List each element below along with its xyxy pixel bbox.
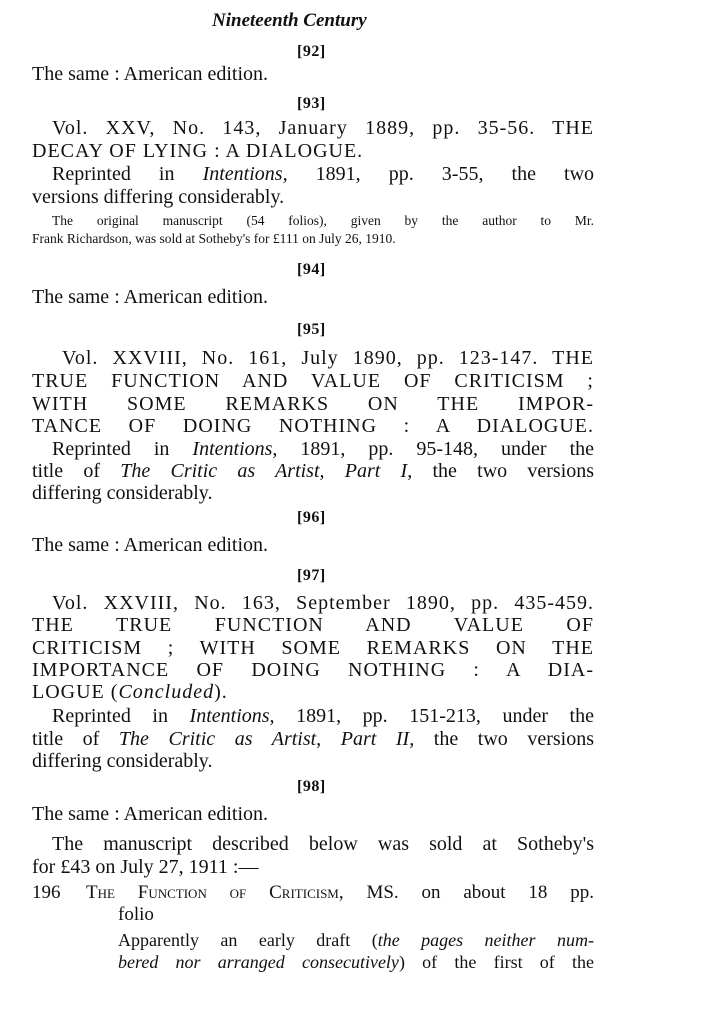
running-head: Nineteenth Century [212, 10, 367, 31]
reprint-rest: 1891, pp. 3-55, the two [315, 163, 595, 185]
reprint-prefix: Reprinted in [52, 438, 170, 460]
entry-text: The same : American edition. [32, 803, 269, 825]
manuscript-note-line: for £43 on July 27, 1911 :— [32, 856, 259, 878]
reprint-rest: the two versions [433, 728, 595, 750]
reprint-line: differing considerably. [32, 750, 213, 772]
entry-text: The same : American edition. [32, 63, 269, 85]
reprint-line: versions differing considerably. [32, 186, 285, 208]
entry-line: Vol. XXVIII, No. 163, September 1890, pp. 435-459. [52, 592, 594, 614]
lot-title-smallcaps: The Function of Criticism, [86, 882, 344, 903]
manuscript-note-line: The manuscript described below was sold at Sotheby's [52, 833, 594, 855]
reprint-prefix: Reprinted in [52, 163, 175, 185]
entry-line: IMPORTANCE OF DOING NOTHING : A DIA- [32, 659, 594, 681]
reprint-title: Intentions, [189, 705, 275, 727]
entry-number: [93] [297, 95, 326, 112]
entry-text: The same : American edition. [32, 286, 269, 308]
entry-number: [97] [297, 567, 326, 584]
entry-line: DECAY OF LYING : A DIALOGUE. [32, 140, 364, 162]
lot-desc-suffix: ) of the first of the [398, 952, 594, 972]
reprint-title: Intentions, [192, 438, 278, 460]
lot-description [118, 953, 594, 971]
lot-desc-italic: the pages neither num- [377, 930, 594, 950]
reprint-rest: the two versions [432, 460, 595, 482]
reprint-rest: 1891, pp. 151-213, under the [296, 705, 594, 727]
reprint-title: The Critic as Artist, Part I, [120, 460, 413, 482]
entry-line: THE TRUE FUNCTION AND VALUE OF [32, 614, 594, 636]
reprint-prefix: title of [32, 460, 101, 482]
lot-desc-prefix: Apparently an early draft ( [118, 930, 378, 950]
reprint-line [52, 164, 594, 184]
reprint-prefix: Reprinted in [52, 705, 168, 727]
entry-line: CRITICISM ; WITH SOME REMARKS ON THE [32, 637, 594, 659]
entry-number: [98] [297, 778, 326, 795]
entry-line: Vol. XXVIII, No. 161, July 1890, pp. 123-147. THE [62, 347, 594, 369]
lot-title-line2: folio [118, 904, 154, 925]
lot-number: 196 [32, 882, 61, 903]
entry-text: The same : American edition. [32, 534, 269, 556]
lot-title-rest: MS. on about 18 pp. [366, 882, 594, 903]
entry-number: [94] [297, 261, 326, 278]
lot-desc-italic: bered nor arranged consecutively [118, 952, 399, 972]
entry-line-prefix: LOGUE ( [32, 681, 119, 703]
entry-line: TRUE FUNCTION AND VALUE OF CRITICISM ; [32, 370, 594, 392]
reprint-title: The Critic as Artist, Part II, [118, 728, 415, 750]
reprint-title: Intentions, [202, 163, 288, 185]
footnote-line: The original manuscript (54 folios), given by the author to Mr. [52, 213, 594, 228]
entry-line-italic: Concluded [118, 681, 215, 703]
entry-number: [95] [297, 321, 326, 338]
lot-description [118, 931, 594, 949]
entry-line-suffix: ). [214, 681, 228, 703]
reprint-line: differing considerably. [32, 482, 213, 504]
reprint-line [52, 706, 594, 726]
entry-line: TANCE OF DOING NOTHING : A DIALOGUE. [32, 415, 594, 437]
footnote-line: Frank Richardson, was sold at Sotheby's for £111 on July 26, 1910. [32, 231, 396, 246]
reprint-line [32, 729, 594, 749]
reprint-prefix: title of [32, 728, 100, 750]
reprint-rest: 1891, pp. 95-148, under the [300, 438, 595, 460]
lot-title [86, 883, 594, 902]
entry-line: Vol. XXV, No. 143, January 1889, pp. 35-56. THE [52, 117, 594, 139]
entry-number: [92] [297, 43, 326, 60]
reprint-line [52, 439, 594, 459]
entry-line: WITH SOME REMARKS ON THE IMPOR- [32, 393, 594, 415]
entry-number: [96] [297, 509, 326, 526]
reprint-line [32, 461, 594, 481]
entry-line [32, 682, 228, 702]
